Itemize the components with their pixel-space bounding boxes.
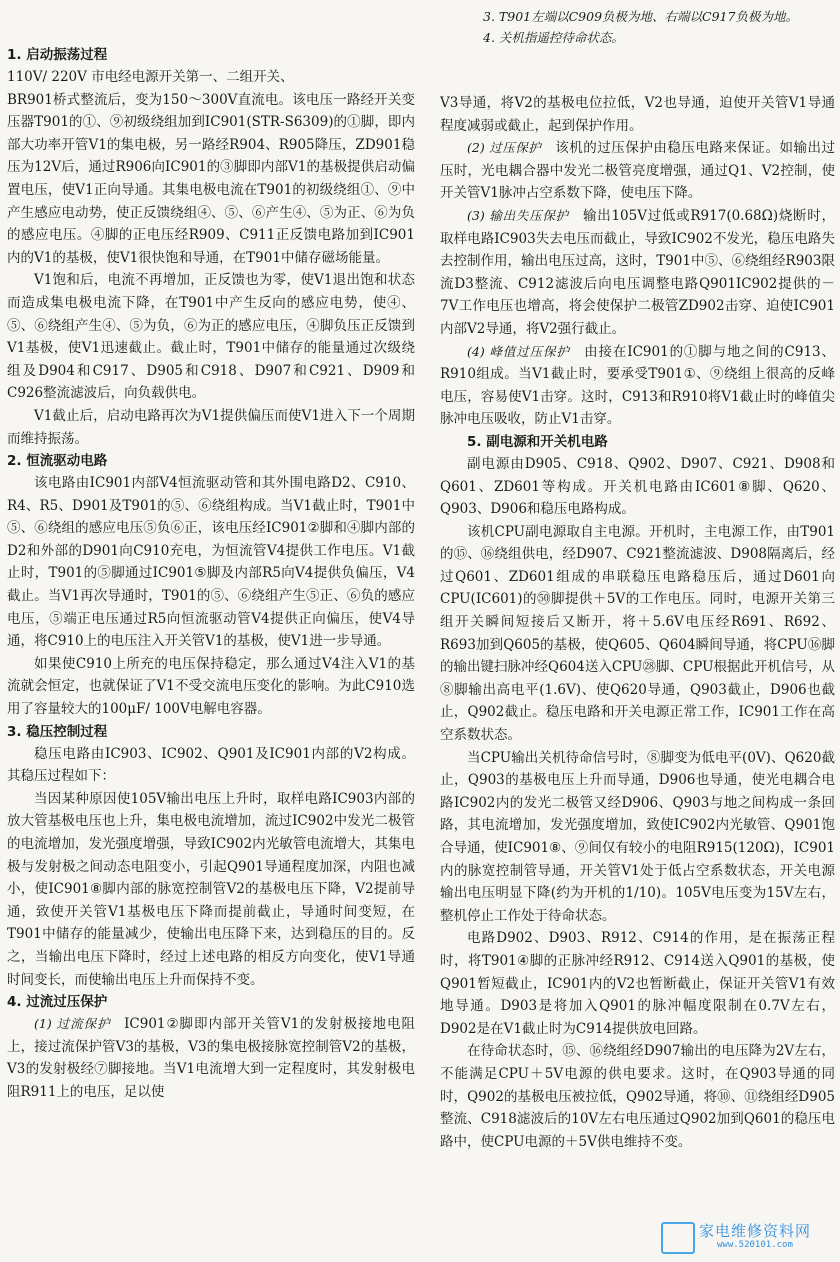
watermark-text: 家电维修资料网: [699, 1222, 812, 1240]
section-3-para-2: 当因某种原因使105V输出电压上升时，取样电路IC903内部的放大管基极电压也上升，集电极电流增加，流过IC902中发光二极管的电流增加，发光强度增强，导致IC902内光敏管电流增大，其集电极与发射极之间动态电阻变小，引起Q901导通程度加深，内阻也减小，使IC901⑧脚内部的脉宽控制管V2的基极电压下降，V2提前导通，致使开关管V1基极电压下降而提前截止，导通时间变短，在T901中储存的能量减少，使输出电压降下来，达到稳压的目的。反之，当输出电压下降时，经过上述电路的相反方向变化，使V1导通时间变长，而使输出电压上升而保持不变。: [7, 790, 415, 988]
overcurrent-text: IC901②脚即内部开关管V1的发射极接地电阻上，接过流保护管V3的基极，V3的集电极接脉宽控制管V2的基极，V3的发射极经⑦脚接地。当V1电流增大到一定程度时，其发射极电阻R911上的电压，足以使: [7, 1016, 415, 1100]
right-column: [440, 92, 835, 1153]
overvoltage-text: 该机的过压保护由稳压电路来保证。如输出过压时，光电耦合器中发光二极管亮度增强，通过Q1、V2控制，使开关管V1脉冲占空系数下降，使电压下降。: [440, 140, 835, 202]
peak-overvoltage-text: 由接在IC901的①脚与地之间的C913、R910组成。当V1截止时，要承受T901①、⑨绕组上很高的反峰电压，容易使V1击穿。这时，C913和R910将V1截止时的峰值尖脉冲电压吸收，防止V1击穿。: [440, 343, 835, 428]
right-para-1: V3导通，将V2的基极电位拉低，V2也导通，迫使开关管V1导通程度减弱或截止，起到保护作用。: [440, 95, 835, 134]
watermark-url: www.520101.com: [717, 1240, 793, 1250]
overvoltage-label: (2) 过压保护: [467, 140, 542, 156]
section-2-para-2: 如果使C910上所充的电压保持稳定，那么通过V4注入V1的基流就会恒定，也就保证了V1不受交流电压变化的影响。为此C910选用了容量较大的100μF/ 100V电解电容器。: [7, 655, 415, 718]
section-1-title: 1. 启动振荡过程: [7, 47, 108, 63]
section-3-title: 3. 稳压控制过程: [7, 723, 108, 740]
right-para-3: [440, 205, 835, 341]
section-4-para-1: [7, 1013, 415, 1103]
section-5-para-4: 电路D902、D903、R912、C914的作用，是在振荡正程时，将T901④脚的正脉冲经R912、C914送入Q901的基极，使Q901暂短截止，IC901内的V2也暂断截止，保证开关管V1有效地导通。D903是将加入Q901的脉冲幅度限制在0.7V左右，D902是在V1截止时为C914提供放电回路。: [440, 930, 835, 1037]
undervoltage-label: (3) 输出失压保护: [467, 207, 569, 223]
section-4-title: 4. 过流过压保护: [7, 994, 108, 1011]
section-5-para-1: 副电源由D905、C918、Q902、D907、C921、D908和Q601、ZD601等构成。开关机电路由IC601⑧脚、Q620、Q903、D906和稳压电路构成。: [440, 455, 835, 518]
watermark-logo-icon: [661, 1222, 695, 1254]
section-1-para-3: V1截止后，启动电路再次为V1提供偏压而使V1进入下一个周期而维持振荡。: [7, 407, 415, 447]
top-item-4: 4. 关机指遥控待命状态。: [483, 30, 624, 45]
site-watermark: [661, 1218, 836, 1258]
right-para-4: [440, 341, 835, 431]
peak-overvoltage-label: (4) 峰值过压保护: [467, 343, 570, 359]
section-2-title: 2. 恒流驱动电路: [7, 453, 108, 470]
right-para-2: [440, 137, 835, 205]
section-1-para-2: V1饱和后，电流不再增加，正反馈也为零，使V1退出饱和状态而造成集电极电流下降，在T901中产生反向的感应电势，使④、⑤、⑥绕组产生④、⑤为负，⑥为正的感应电压，④脚负压正反馈到V1基极，使V1迅速截止。截止时，T901中储存的能量通过次级绕组及D904和C917、D905和C918、D907和C921、D909和C926整流滤波后，向负载供电。: [7, 272, 415, 402]
section-1-para-1a: 110V/ 220V 市电经电源开关第一、二组开关、: [7, 69, 294, 85]
top-list: [483, 6, 835, 48]
section-5-title: 5. 副电源和开关机电路: [467, 433, 608, 450]
left-column: [7, 44, 415, 1104]
section-5-para-3: 当CPU输出关机待命信号时，⑧脚变为低电平(0V)、Q620截止，Q903的基极电压上升而导通，D906也导通，使光电耦合电路IC902内的发光二极管又经D906、Q903与地之间构成一条回路，其电流增加，发光强度增加，致使IC902内光敏管、Q901饱合导通，使IC901⑧、⑨间仅有较小的电阻R915(120Ω)，IC901内的脉宽控制管导通，开关管V1处于低占空系数状态，开关电源输出电压明显下降(约为开机的1/10)。105V电压变为15V左右，整机停止工作处于待命状态。: [440, 749, 835, 924]
section-5-para-5: 在待命状态时，⑮、⑯绕组经D907输出的电压降为2V左右，不能满足CPU＋5V电源的供电要求。这时，在Q903导通的同时，Q902的基极电压被拉低，Q902导通，将⑩、⑪绕组经D905整流、C918滤波后的10V左右电压通过Q902加到Q601的稳压电路中，使CPU电源的＋5V供电维持不变。: [440, 1043, 835, 1150]
top-item-3: 3. T901左端以C909负极为地、右端以C917负极为地。: [483, 9, 798, 24]
overcurrent-label: (1) 过流保护: [34, 1016, 111, 1032]
section-5-para-2: 该机CPU副电源取自主电源。开机时，主电源工作，由T901的⑮、⑯绕组供电，经D907、C921整流滤波、D908隔离后，经过Q601、ZD601组成的串联稳压电路稳压后，通过D601向CPU(IC601)的㊿脚提供＋5V的工作电压。同时，电源开关第三组开关瞬间短接后又断开，将＋5.6V电压经R691、R692、R693加到Q605的基极，使Q605、Q604瞬间导通，将CPU⑯脚的输出键扫脉冲经Q604送入CPU㉘脚、CPU根据此开机信号，从⑧脚输出高电平(1.6V)、使Q620导通，Q903截止，D906也截止，Q902截止。稳压电路和开关电源正常工作，IC901工作在高空系数状态。: [440, 523, 835, 744]
section-1-para-1b: BR901桥式整流后，变为150～300V直流电。该电压一路经开关变压器T901的①、⑨初级绕组加到IC901(STR-S6309)的①脚，即内部大功率开管V1的集电极，另一路经R904、R905降压，ZD901稳压为12V后，通过R906向IC901的③脚即内部V1的基极提供启动偏置电压，使V1正向导通。其集电极电流在T901的初级绕组①、⑨中产生感应电动势，使正反馈绕组④、⑤、⑥产生④、⑤为正、⑥为负的感应电压。④脚的正电压经R909、C911正反馈电路加到IC901内的V1的基极，使V1很快饱和导通，在T901中储存磁场能量。: [7, 91, 415, 266]
section-3-para-1: 稳压电路由IC903、IC902、Q901及IC901内部的V2构成。其稳压过程如下：: [7, 745, 415, 785]
section-2-para-1: 该电路由IC901内部V4恒流驱动管和其外围电路D2、C910、R4、R5、D901及T901的⑤、⑥绕组构成。当V1截止时，T901中⑤、⑥绕组的感应电压⑤负⑥正，该电压经IC901②脚和④脚内部的D2和外部的D901向C910充电，为恒流管V4提供工作电压。V1截止时，T901的⑤脚通过IC901⑤脚及内部R5向V4提供负偏压，V4截止。当V1再次导通时，T901的⑤、⑥绕组产生⑤正、⑥负的感应电压，⑤端正电压通过R5向恒流驱动管V4提供正向偏压，使V4导通，将C910上的电压注入开关管V1的基极，使V1进一步导通。: [7, 475, 415, 650]
undervoltage-text: 输出105V过低或R917(0.68Ω)烧断时，取样电路IC903失去电压而截止，导致IC902不发光，稳压电路失去控制作用，输出电压过高，这时，T901中⑤、⑥绕组经R903限流D3整流、C912滤波后向电压调整电路Q901IC902提供的－7V工作电压也增高，将会使保护二极管ZD902击穿、迫使IC901内部V2导通，将V2强行截止。: [440, 207, 836, 337]
